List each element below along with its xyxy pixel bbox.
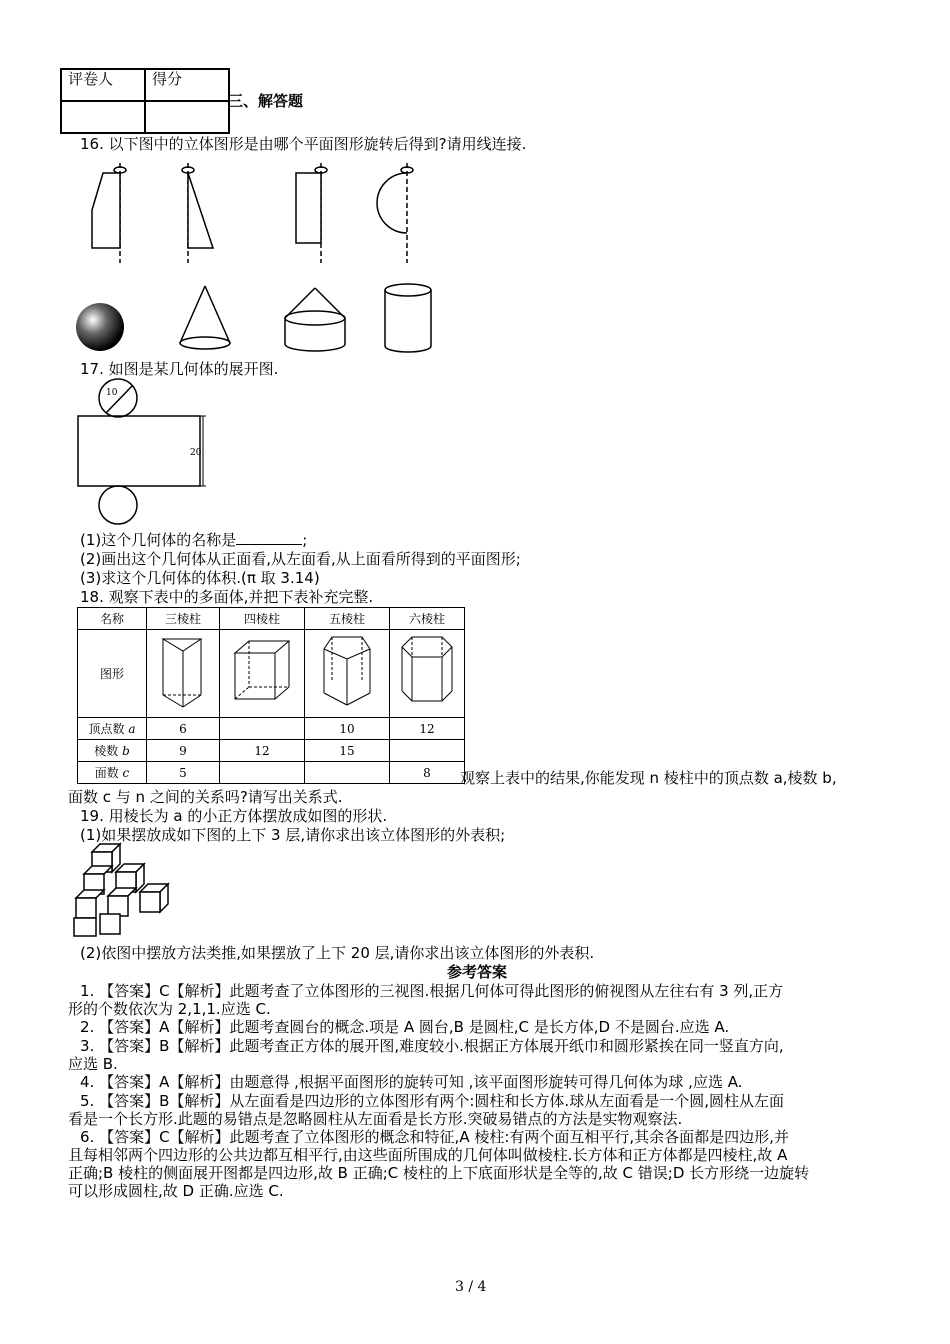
score-cell: 得分 <box>145 69 229 101</box>
cone-solid <box>180 286 230 349</box>
row-vertices-label: 顶点数 a <box>78 718 147 740</box>
sphere-solid <box>76 303 124 351</box>
q17-sub1-text: (1)这个几何体的名称是 <box>80 531 237 549</box>
q17-sub3: (3)求这个几何体的体积.(π 取 3.14) <box>80 569 320 587</box>
row-edges-label: 棱数 b <box>78 740 147 762</box>
cylinder-solid <box>385 284 431 352</box>
triangular-prism-figure <box>147 630 220 718</box>
quadrangular-prism-figure <box>220 630 305 718</box>
header-quadrangular-prism: 四棱柱 <box>220 608 305 630</box>
q17-text: 17. 如图是某几何体的展开图. <box>80 360 279 378</box>
page-number: 3 / 4 <box>455 1279 487 1295</box>
q17-sub1 <box>80 530 307 549</box>
answer-line: 1. 【答案】C【解析】此题考查了立体图形的三视图.根据几何体可得此图形的俯视图从左往右有 3 列,正方 <box>80 982 784 1000</box>
semicircle-shape <box>377 163 413 263</box>
cell-faces-6: 8 <box>390 762 465 784</box>
answer-line: 5. 【答案】B【解析】从左面看是四边形的立体图形有两个:圆柱和长方体.球从左面看是一个圆,圆柱从左面 <box>80 1092 784 1110</box>
q17-answer-blank <box>236 530 302 545</box>
reviewer-cell: 评卷人 <box>61 69 145 101</box>
score-blank <box>145 101 229 133</box>
cell-edges-5: 15 <box>305 740 390 762</box>
q19-sub2: (2)依图中摆放方法类推,如果摆放了上下 20 层,请你求出该立体图形的外表积. <box>80 944 595 962</box>
q19-sub1: (1)如果摆放成如下图的上下 3 层,请你求出该立体图形的外表积; <box>80 826 506 844</box>
cell-vertices-4 <box>220 718 305 740</box>
section-title: 三、解答题 <box>228 92 304 110</box>
height-label: 20 <box>190 448 202 458</box>
answer-line: 6. 【答案】C【解析】此题考查了立体图形的概念和特征,A 棱柱:有两个面互相平行,其余各面都是四边形,并 <box>80 1128 789 1146</box>
cone-on-cylinder-solid <box>285 288 345 351</box>
trapezoid-shape <box>92 163 126 263</box>
cell-faces-3: 5 <box>147 762 220 784</box>
answer-line: 正确;B 棱柱的侧面展开图都是四边形,故 B 正确;C 棱柱的上下底面形状是全等的,故 C 错误;D 长方形绕一边旋转 <box>68 1164 810 1182</box>
bottom-circle <box>99 486 137 524</box>
answer-line: 看是一个长方形.此题的易错点是忽略圆柱从左面看是长方形.突破易错点的方法是实物观察法. <box>68 1110 683 1128</box>
header-pentagonal-prism: 五棱柱 <box>305 608 390 630</box>
answer-line: 3. 【答案】B【解析】此题考查正方体的展开图,难度较小.根据正方体展开纸巾和圆形紧挨在同一竖直方向, <box>80 1037 784 1055</box>
q16-text: 16. 以下图中的立体图形是由哪个平面图形旋转后得到?请用线连接. <box>80 135 527 153</box>
reviewer-blank <box>61 101 145 133</box>
triangle-shape <box>182 163 213 263</box>
net-rectangle <box>78 416 200 486</box>
answer-line: 应选 B. <box>68 1055 118 1073</box>
q18-after-table-2: 面数 c 与 n 之间的关系吗?请写出关系式. <box>68 788 343 806</box>
q16-solids <box>70 278 470 356</box>
score-table <box>60 68 230 134</box>
cell-edges-3: 9 <box>147 740 220 762</box>
cell-vertices-5: 10 <box>305 718 390 740</box>
cell-faces-4 <box>220 762 305 784</box>
hexagonal-prism-figure <box>390 630 465 718</box>
cell-faces-5 <box>305 762 390 784</box>
cell-edges-6 <box>390 740 465 762</box>
q18-after-table: 观察上表中的结果,你能发现 n 棱柱中的顶点数 a,棱数 b, <box>460 769 837 787</box>
answer-line: 2. 【答案】A【解析】此题考查圆台的概念.项是 A 圆台,B 是圆柱,C 是长方体,D 不是圆台.应选 A. <box>80 1018 730 1036</box>
cell-edges-4: 12 <box>220 740 305 762</box>
header-name: 名称 <box>78 608 147 630</box>
answers-title: 参考答案 <box>447 963 508 981</box>
header-hexagonal-prism: 六棱柱 <box>390 608 465 630</box>
answer-line: 且每相邻两个四边形的公共边都互相平行,由这些面所围成的几何体叫做棱柱.长方体和正方体都是四棱柱,故 A <box>68 1146 788 1164</box>
answer-line: 可以形成圆柱,故 D 正确.应选 C. <box>68 1182 284 1200</box>
q17-net-figure <box>70 378 220 528</box>
q17-sub2: (2)画出这个几何体从正面看,从左面看,从上面看所得到的平面图形; <box>80 550 521 568</box>
q19-cube-stack-figure <box>70 840 180 940</box>
polyhedron-table <box>77 607 465 784</box>
circle-label: 10 <box>106 388 118 398</box>
answer-line: 4. 【答案】A【解析】由题意得 ,根据平面图形的旋转可知 ,该平面图形旋转可得几何体为球 ,应选 A. <box>80 1073 743 1091</box>
rectangle-shape <box>296 163 327 263</box>
row-faces-label: 面数 c <box>78 762 147 784</box>
cell-vertices-6: 12 <box>390 718 465 740</box>
q19-text: 19. 用棱长为 a 的小正方体摆放成如图的形状. <box>80 807 388 825</box>
q18-text: 18. 观察下表中的多面体,并把下表补充完整. <box>80 588 374 606</box>
header-triangular-prism: 三棱柱 <box>147 608 220 630</box>
top-circle <box>99 379 137 417</box>
cell-vertices-3: 6 <box>147 718 220 740</box>
answer-line: 形的个数依次为 2,1,1.应选 C. <box>68 1000 271 1018</box>
pentagonal-prism-figure <box>305 630 390 718</box>
row-figure-label: 图形 <box>78 630 147 718</box>
q17-sub1-end: ; <box>302 531 308 549</box>
